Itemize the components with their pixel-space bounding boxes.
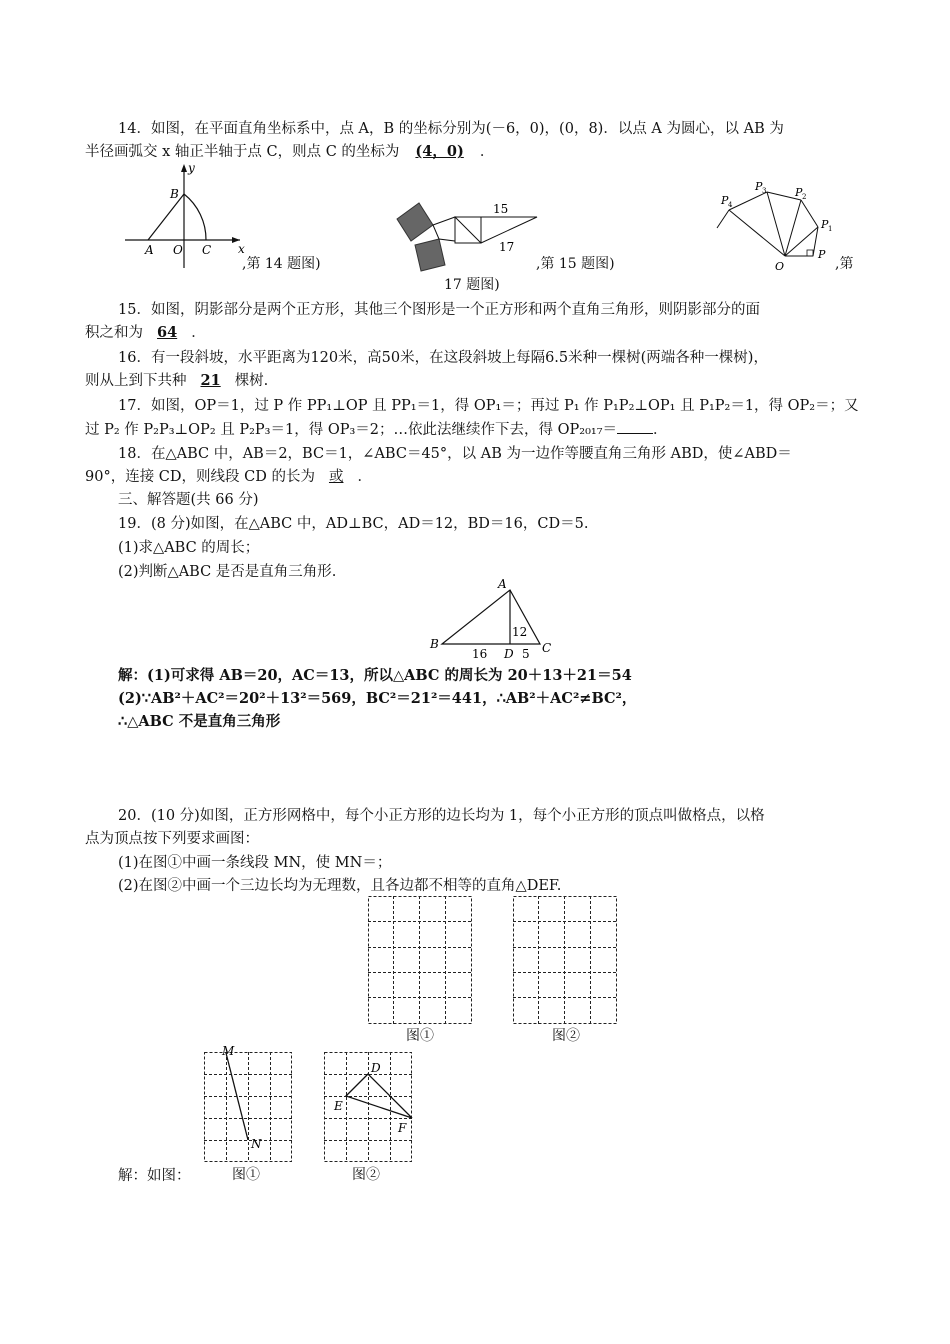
- q20-fig1-caption: 图①: [406, 1028, 434, 1044]
- q19-part2: (2)判断△ABC 是否是直角三角形.: [118, 564, 337, 580]
- fig14-C-label: C: [202, 243, 212, 257]
- q16-answer: 21: [200, 372, 221, 389]
- point-D-label: D: [371, 1061, 381, 1075]
- fig17-caption-a: ,第: [835, 256, 854, 272]
- svg-text:P: P: [721, 194, 729, 207]
- q20-line2: 点为顶点按下列要求画图：: [85, 831, 259, 847]
- q19-solution-3: ∴△ABC 不是直角三角形: [118, 713, 281, 730]
- figure-14: [120, 160, 250, 275]
- fig15-top-label: 15: [493, 202, 509, 216]
- figure-15: [395, 195, 545, 275]
- q20-part1: (1)在图①中画一条线段 MN，使 MN＝；: [118, 855, 392, 871]
- q14-line2: 半径画弧交 x 轴正半轴于点 C，则点 C 的坐标为 (4，0) ．: [85, 143, 495, 160]
- svg-text:O: O: [775, 260, 785, 273]
- q17-blank: [617, 419, 653, 434]
- q16-line2: 则从上到下共种 21 棵树.: [85, 372, 269, 389]
- q20-solution-fig1-caption: 图①: [232, 1167, 260, 1183]
- q14-line1: 14．如图，在平面直角坐标系中，点 A，B 的坐标分别为(－6，0)，(0，8)．以点 A 为圆心，以 AB 为: [118, 121, 784, 137]
- point-F-label: F: [398, 1121, 407, 1135]
- q20-grid-2: [513, 896, 617, 1024]
- svg-text:P: P: [795, 186, 803, 199]
- q17-line2: 过 P₂ 作 P₂P₃⊥OP₂ 且 P₂P₃＝1，得 OP₃＝2；…依此法继续作下去，得 OP₂₀₁₇＝ ．: [85, 419, 668, 440]
- fig14-O-label: O: [173, 243, 183, 257]
- q19-solution-2: (2)∵AB²＋AC²＝20²＋13²＝569，BC²＝21²＝441，∴AB²＋AC²≠BC²，: [118, 690, 637, 707]
- svg-text:4: 4: [728, 201, 733, 209]
- svg-text:D: D: [504, 647, 514, 661]
- fig14-A-label: A: [145, 243, 154, 257]
- q20-grid-1: [368, 896, 472, 1024]
- q20-line1: 20．(10 分)如图，正方形网格中，每个小正方形的边长均为 1，每个小正方形的顶点叫做格点，以格: [118, 808, 765, 824]
- fig17-caption-b: 17 题图): [444, 277, 500, 293]
- q14-answer: (4，0): [415, 143, 464, 160]
- svg-text:12: 12: [512, 625, 528, 639]
- fig15-caption: ,第 15 题图): [536, 256, 615, 272]
- fig14-caption: ,第 14 题图): [242, 256, 321, 272]
- q20-solution-label: 解：如图：: [118, 1168, 191, 1184]
- section-3-heading: 三、解答题(共 66 分): [118, 492, 259, 508]
- q20-solution-grid-1: [204, 1044, 292, 1162]
- q18-line1: 18．在△ABC 中，AB＝2，BC＝1，∠ABC＝45°，以 AB 为一边作等腰直角三角形 ABD，使∠ABD＝: [118, 446, 792, 462]
- q18-answer: 或: [328, 469, 344, 485]
- q20-part2: (2)在图②中画一个三边长均为无理数，且各边都不相等的直角△DEF.: [118, 878, 562, 894]
- q17-line1: 17．如图，OP＝1，过 P 作 PP₁⊥OP 且 PP₁＝1，得 OP₁＝；再过 P₁ 作 P₁P₂⊥OP₁ 且 P₁P₂＝1，得 OP₂＝；又: [118, 398, 859, 414]
- fig14-B-label: B: [170, 187, 179, 201]
- q16-line1: 16．有一段斜坡，水平距离为120米，高50米，在这段斜坡上每隔6.5米种一棵树(两端各种一棵树)，: [118, 350, 768, 366]
- svg-text:P: P: [821, 218, 829, 231]
- svg-text:P: P: [818, 248, 826, 261]
- q19-part1: (1)求△ABC 的周长；: [118, 540, 260, 556]
- q20-solution-grid-2: [324, 1052, 412, 1162]
- svg-text:P: P: [755, 180, 763, 193]
- svg-text:B: B: [430, 637, 439, 651]
- figure-19: [428, 576, 568, 661]
- q15-line1: 15．如图，阴影部分是两个正方形，其他三个图形是一个正方形和两个直角三角形，则阴影部分的面: [118, 302, 760, 318]
- svg-text:2: 2: [802, 193, 807, 201]
- point-N-label: N: [251, 1137, 262, 1151]
- svg-text:5: 5: [522, 647, 530, 661]
- svg-text:16: 16: [472, 647, 488, 661]
- fig14-x-label: x: [238, 242, 245, 256]
- svg-text:3: 3: [762, 187, 767, 195]
- q20-solution-fig2-caption: 图②: [352, 1167, 380, 1183]
- fig14-y-label: y: [188, 161, 195, 175]
- q15-answer: 64: [157, 324, 178, 341]
- point-E-label: E: [334, 1099, 343, 1113]
- fig15-bottom-label: 17: [499, 240, 515, 254]
- svg-text:A: A: [498, 577, 507, 591]
- point-M-label: M: [222, 1044, 235, 1058]
- svg-text:C: C: [542, 641, 552, 655]
- figure-17: [715, 178, 855, 273]
- q18-line2: 90°，连接 CD，则线段 CD 的长为 或 ．: [85, 469, 372, 485]
- q19-stem: 19．(8 分)如图，在△ABC 中，AD⊥BC，AD＝12，BD＝16，CD＝5.: [118, 516, 589, 532]
- svg-text:1: 1: [828, 225, 833, 233]
- q20-fig2-caption: 图②: [552, 1028, 580, 1044]
- q19-solution-1: 解：(1)可求得 AB＝20，AC＝13，所以△ABC 的周长为 20＋13＋21＝54: [118, 667, 632, 684]
- q15-line2: 积之和为 64 ．: [85, 324, 206, 341]
